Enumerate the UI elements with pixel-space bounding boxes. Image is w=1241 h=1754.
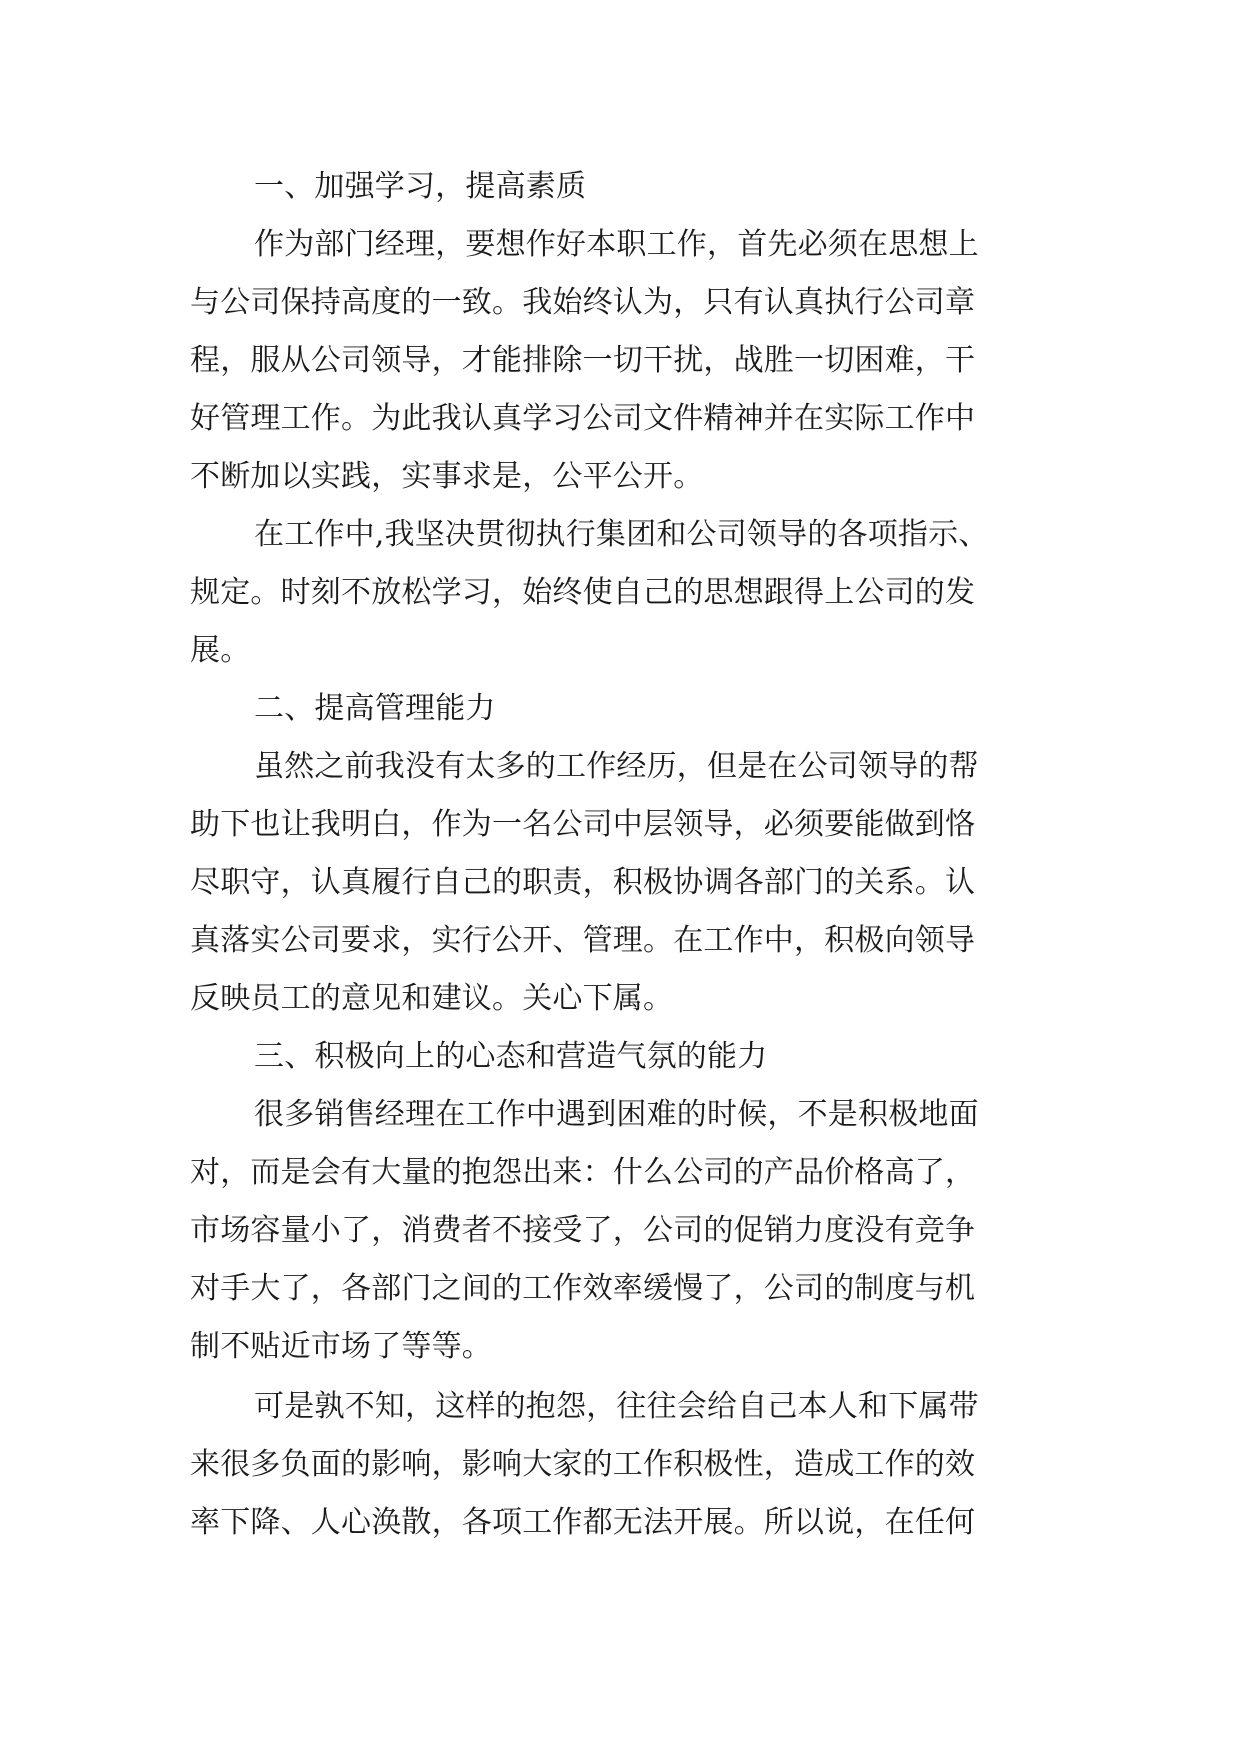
paragraph-line: 尽职守，认真履行自己的职责，积极协调各部门的关系。认 (190, 865, 976, 900)
section-heading-3: 三、积极向上的心态和营造气氛的能力 (254, 1039, 768, 1074)
paragraph-line: 规定。时刻不放松学习，始终使自己的思想跟得上公司的发 (190, 575, 976, 610)
paragraph-line: 制不贴近市场了等等。 (190, 1329, 492, 1364)
paragraph-line: 很多销售经理在工作中遇到困难的时候，不是积极地面 (254, 1097, 979, 1132)
paragraph-line: 展。 (190, 633, 251, 668)
paragraph-line: 对手大了，各部门之间的工作效率缓慢了，公司的制度与机 (190, 1271, 976, 1306)
paragraph-line: 反映员工的意见和建议。关心下属。 (190, 981, 674, 1016)
section-heading-1: 一、加强学习，提高素质 (254, 169, 587, 204)
paragraph-line: 市场容量小了，消费者不接受了，公司的促销力度没有竞争 (190, 1213, 976, 1248)
paragraph-line: 虽然之前我没有太多的工作经历，但是在公司领导的帮 (254, 749, 979, 784)
paragraph-line: 真落实公司要求，实行公开、管理。在工作中，积极向领导 (190, 923, 976, 958)
paragraph-line: 率下降、人心涣散，各项工作都无法开展。所以说，在任何 (190, 1505, 976, 1540)
paragraph-line: 程，服从公司领导，才能排除一切干扰，战胜一切困难，干 (190, 343, 976, 378)
paragraph-line: 对，而是会有大量的抱怨出来：什么公司的产品价格高了， (190, 1155, 976, 1190)
paragraph-line: 作为部门经理，要想作好本职工作，首先必须在思想上 (254, 227, 979, 262)
paragraph-line: 来很多负面的影响，影响大家的工作积极性，造成工作的效 (190, 1447, 976, 1482)
paragraph-line: 不断加以实践，实事求是，公平公开。 (190, 459, 704, 494)
section-heading-2: 二、提高管理能力 (254, 691, 496, 726)
paragraph-line: 好管理工作。为此我认真学习公司文件精神并在实际工作中 (190, 401, 976, 436)
paragraph-line: 助下也让我明白，作为一名公司中层领导，必须要能做到恪 (190, 807, 976, 842)
paragraph-line: 可是孰不知，这样的抱怨，往往会给自己本人和下属带 (254, 1389, 979, 1424)
document-body (190, 158, 1060, 1552)
paragraph-line: 与公司保持高度的一致。我始终认为，只有认真执行公司章 (190, 285, 976, 320)
paragraph-line: 在工作中,我坚决贯彻执行集团和公司领导的各项指示、 (254, 517, 989, 552)
